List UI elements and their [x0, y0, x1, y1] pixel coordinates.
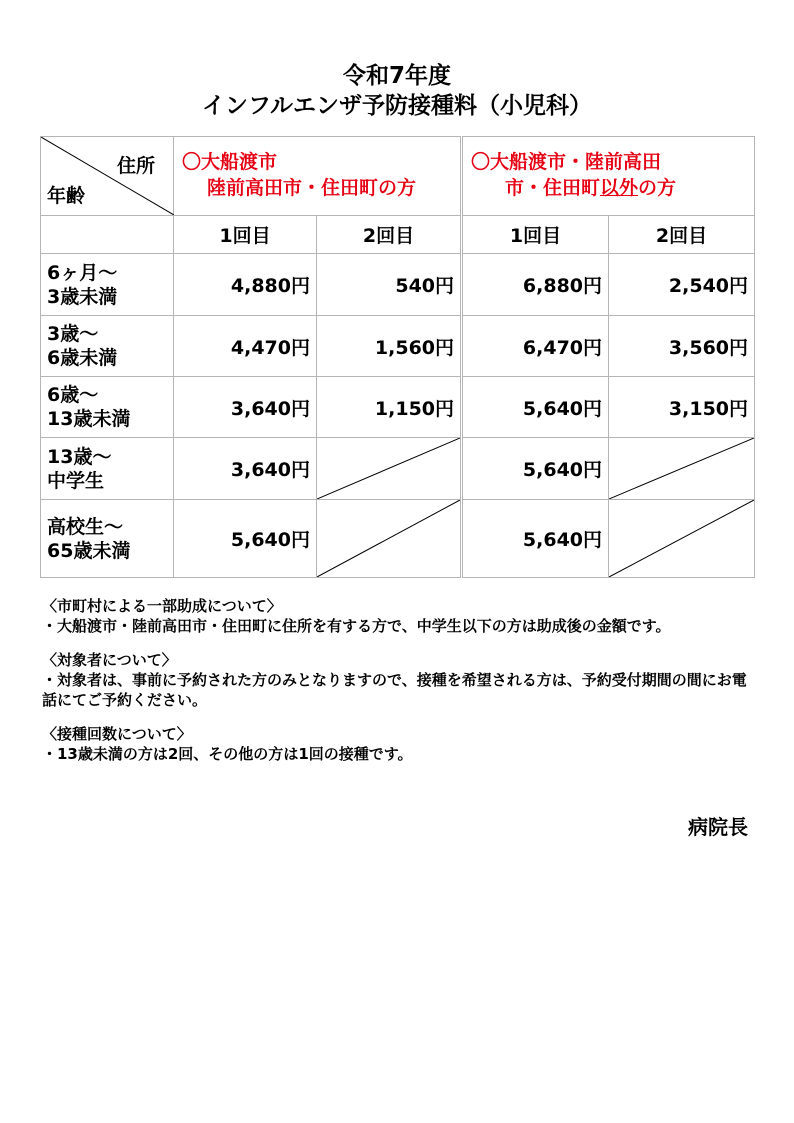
table-row: [41, 438, 755, 500]
not-applicable-cell: [609, 500, 755, 578]
corner-address-label: 住所: [116, 155, 155, 177]
region-a-header: [174, 137, 462, 216]
target-text: ・対象者は、事前に予約された方のみとなりますので、接種を希望される方は、予約受付期間の間にお電話にてご予約ください。: [42, 671, 747, 709]
table-row: [41, 500, 755, 578]
table-row: [41, 254, 755, 316]
count-heading: 〈接種回数について〉: [42, 725, 192, 743]
age-line1: 3歳～: [47, 323, 99, 345]
corner-age-label: 年齢: [47, 185, 86, 207]
region-a-line2: 陸前高田市・住田町の方: [207, 177, 417, 199]
not-applicable-cell: [317, 438, 462, 500]
corner-cell: [41, 137, 174, 216]
not-applicable-cell: [317, 500, 462, 578]
table-row: [41, 377, 755, 438]
fee-a1: 4,880円: [174, 254, 317, 316]
age-line2: 13歳未満: [47, 408, 131, 430]
fee-a1: 3,640円: [174, 438, 317, 500]
region-b-line2-post: の方: [638, 177, 677, 199]
region-a-line1: 〇大船渡市: [182, 151, 278, 173]
notes-section: [42, 596, 752, 764]
diagonal-slash: [609, 500, 754, 577]
region-b-line1: 〇大船渡市・陸前高田: [471, 151, 662, 173]
signature: 病院長: [688, 815, 748, 839]
age-line1: 6歳～: [47, 384, 99, 406]
dose-header-b2: 2回目: [609, 216, 755, 254]
age-line2: 6歳未満: [47, 347, 118, 369]
fee-b2: 3,560円: [609, 316, 755, 377]
fee-b1: 6,880円: [462, 254, 609, 316]
count-text: ・13歳未満の方は2回、その他の方は1回の接種です。: [42, 745, 413, 763]
age-line1: 13歳～: [47, 445, 112, 468]
age-line1: 高校生～: [47, 515, 124, 538]
region-b-line2-underlined: 以外: [600, 177, 639, 199]
diagonal-slash: [609, 438, 754, 499]
dose-header-a1: 1回目: [174, 216, 317, 254]
title-main: インフルエンザ予防接種料（小児科）: [201, 93, 593, 119]
age-line1: 6ヶ月～: [47, 261, 118, 284]
fee-b1: 5,640円: [462, 438, 609, 500]
fee-b1: 6,470円: [462, 316, 609, 377]
fee-a1: 5,640円: [174, 500, 317, 578]
fee-a2: 540円: [317, 254, 462, 316]
target-heading: 〈対象者について〉: [42, 651, 177, 669]
fee-a2: 1,150円: [317, 377, 462, 438]
age-line2: 3歳未満: [47, 285, 118, 308]
diagonal-slash: [317, 438, 460, 499]
age-line2: 中学生: [47, 469, 105, 492]
fee-a1: 3,640円: [174, 377, 317, 438]
fee-b2: 2,540円: [609, 254, 755, 316]
table-row: [41, 316, 755, 377]
subsidy-text: ・大船渡市・陸前高田市・住田町に住所を有する方で、中学生以下の方は助成後の金額です。: [42, 617, 671, 635]
fee-a2: 1,560円: [317, 316, 462, 377]
fee-table: [40, 136, 755, 578]
fee-b1: 5,640円: [462, 377, 609, 438]
subsidy-heading: 〈市町村による一部助成について〉: [42, 597, 282, 615]
region-b-header: [462, 137, 755, 216]
dose-header-a2: 2回目: [317, 216, 462, 254]
diagonal-slash: [317, 500, 460, 577]
fee-b2: 3,150円: [609, 377, 755, 438]
not-applicable-cell: [609, 438, 755, 500]
age-line2: 65歳未満: [47, 539, 131, 562]
dose-header-b1: 1回目: [462, 216, 609, 254]
fee-b1: 5,640円: [462, 500, 609, 578]
empty-cell: [41, 216, 174, 254]
region-b-line2-pre: 市・住田町: [505, 177, 601, 199]
title-year: 令和7年度: [342, 63, 451, 89]
fee-a1: 4,470円: [174, 316, 317, 377]
